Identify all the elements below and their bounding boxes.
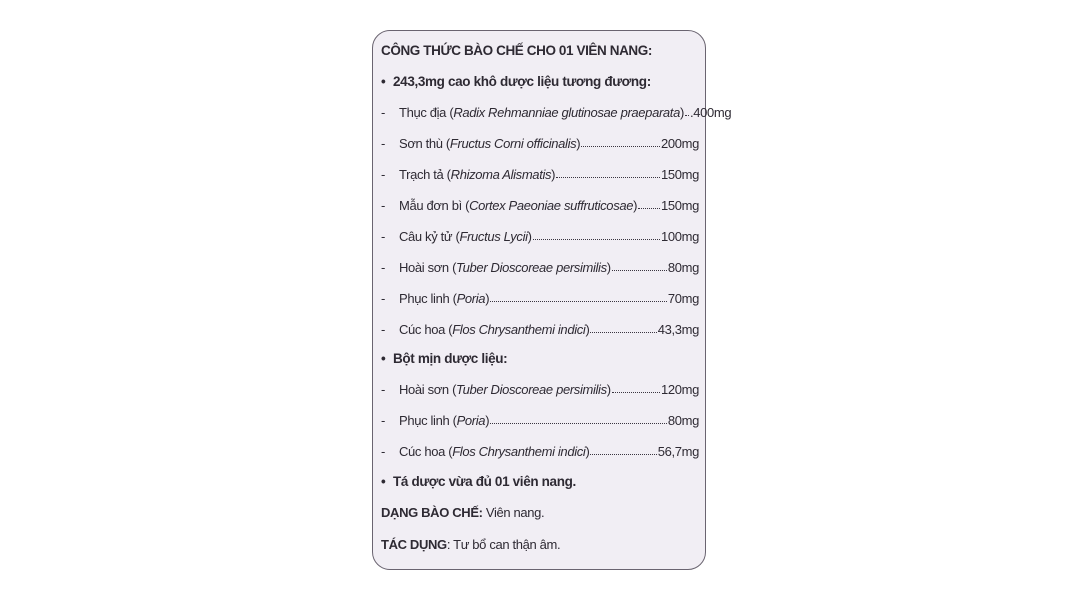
ingredient-name: Cúc hoa (Flos Chrysanthemi indici): [399, 444, 590, 459]
bullet-mark: •: [381, 351, 386, 366]
ingredient-latin: Fructus Lycii: [459, 229, 528, 244]
ingredient-amount: 120mg: [661, 382, 699, 397]
ingredient-amount: 56,7mg: [657, 444, 699, 459]
ingredient-name: Trạch tả (Rhizoma Alismatis): [399, 167, 556, 182]
ingredient-row: [381, 380, 699, 400]
ingredient-row: [381, 258, 699, 278]
section-powder-heading: [381, 349, 699, 369]
ingredient-amount: .400mg: [689, 105, 732, 120]
ingredient-row: [381, 411, 699, 431]
dash: -: [381, 136, 385, 151]
dash: -: [381, 229, 385, 244]
ingredient-name: Sơn thù (Fructus Corni officinalis): [399, 136, 581, 151]
ingredient-latin: Fructus Corni officinalis: [449, 136, 577, 151]
dot-leader: [556, 167, 660, 179]
ingredient-name: Cúc hoa (Flos Chrysanthemi indici): [399, 322, 590, 337]
section-extract-title: 243,3mg cao khô dược liệu tương đương:: [393, 74, 651, 89]
ingredient-amount: 150mg: [661, 167, 699, 182]
bullet-mark: •: [381, 474, 386, 489]
ingredient-latin: Radix Rehmanniae glutinosae praeparata: [453, 105, 680, 120]
dot-leader: [685, 105, 689, 117]
dosage-form-value: Viên nang.: [482, 505, 545, 520]
ingredient-latin: Flos Chrysanthemi indici: [452, 322, 586, 337]
dash: -: [381, 167, 385, 182]
dot-leader: [612, 260, 667, 272]
dot-leader: [638, 198, 660, 210]
ingredient-latin: Rhizoma Alismatis: [450, 167, 552, 182]
bullet-mark: •: [381, 74, 386, 89]
dot-leader: [581, 136, 660, 148]
dosage-form-line: [381, 503, 699, 523]
ingredient-row: [381, 103, 732, 123]
ingredient-row: [381, 165, 699, 185]
ingredient-name: Hoài sơn (Tuber Dioscoreae persimilis): [399, 260, 611, 275]
ingredient-latin: Poria: [456, 291, 486, 306]
ingredient-amount: 80mg: [667, 413, 699, 428]
dot-leader: [612, 382, 660, 394]
dash: -: [381, 322, 385, 337]
dash: -: [381, 260, 385, 275]
ingredient-row: [381, 196, 699, 216]
ingredient-name: Thục địa (Radix Rehmanniae glutinosae praeparata): [399, 105, 684, 120]
dash: -: [381, 291, 385, 306]
ingredient-name: Phục linh (Poria): [399, 413, 490, 428]
dash: -: [381, 198, 385, 213]
ingredient-row: [381, 289, 699, 309]
ingredient-latin: Flos Chrysanthemi indici: [452, 444, 586, 459]
formula-heading: CÔNG THỨC BÀO CHẾ CHO 01 VIÊN NANG:: [381, 43, 652, 58]
dot-leader: [590, 444, 656, 456]
ingredient-amount: 80mg: [667, 260, 699, 275]
effect-line: [381, 535, 699, 555]
ingredient-latin: Poria: [456, 413, 486, 428]
excipient-line: [381, 472, 699, 492]
dot-leader: [590, 322, 656, 334]
dot-leader: [490, 291, 667, 303]
ingredient-latin: Tuber Dioscoreae persimilis: [456, 260, 607, 275]
excipient-text: Tá dược vừa đủ 01 viên nang.: [393, 474, 576, 489]
dash: -: [381, 413, 385, 428]
dash: -: [381, 444, 385, 459]
dash: -: [381, 382, 385, 397]
ingredient-amount: 150mg: [661, 198, 699, 213]
ingredient-amount: 70mg: [667, 291, 699, 306]
ingredient-amount: 43,3mg: [657, 322, 699, 337]
ingredient-latin: Cortex Paeoniae suffruticosae: [469, 198, 634, 213]
ingredient-name: Hoài sơn (Tuber Dioscoreae persimilis): [399, 382, 611, 397]
product-info-card: [372, 30, 732, 570]
dot-leader: [533, 229, 660, 241]
section-extract-heading: [381, 72, 699, 92]
ingredient-row: [381, 320, 699, 340]
ingredient-row: [381, 227, 699, 247]
effect-value: : Tư bổ can thận âm.: [446, 537, 561, 552]
ingredient-name: Mẫu đơn bì (Cortex Paeoniae suffruticosae): [399, 198, 638, 213]
ingredient-row: [381, 442, 699, 462]
effect-label: TÁC DỤNG: [381, 537, 447, 552]
section-powder-title: Bột mịn dược liệu:: [393, 351, 508, 366]
ingredient-amount: 100mg: [661, 229, 699, 244]
ingredient-name: Câu kỷ tử (Fructus Lycii): [399, 229, 532, 244]
dot-leader: [490, 413, 667, 425]
dosage-form-label: DẠNG BÀO CHẾ:: [381, 505, 483, 520]
ingredient-amount: 200mg: [661, 136, 699, 151]
ingredient-name: Phục linh (Poria): [399, 291, 490, 306]
dash: -: [381, 105, 385, 120]
ingredient-row: [381, 134, 699, 154]
ingredient-latin: Tuber Dioscoreae persimilis: [456, 382, 607, 397]
